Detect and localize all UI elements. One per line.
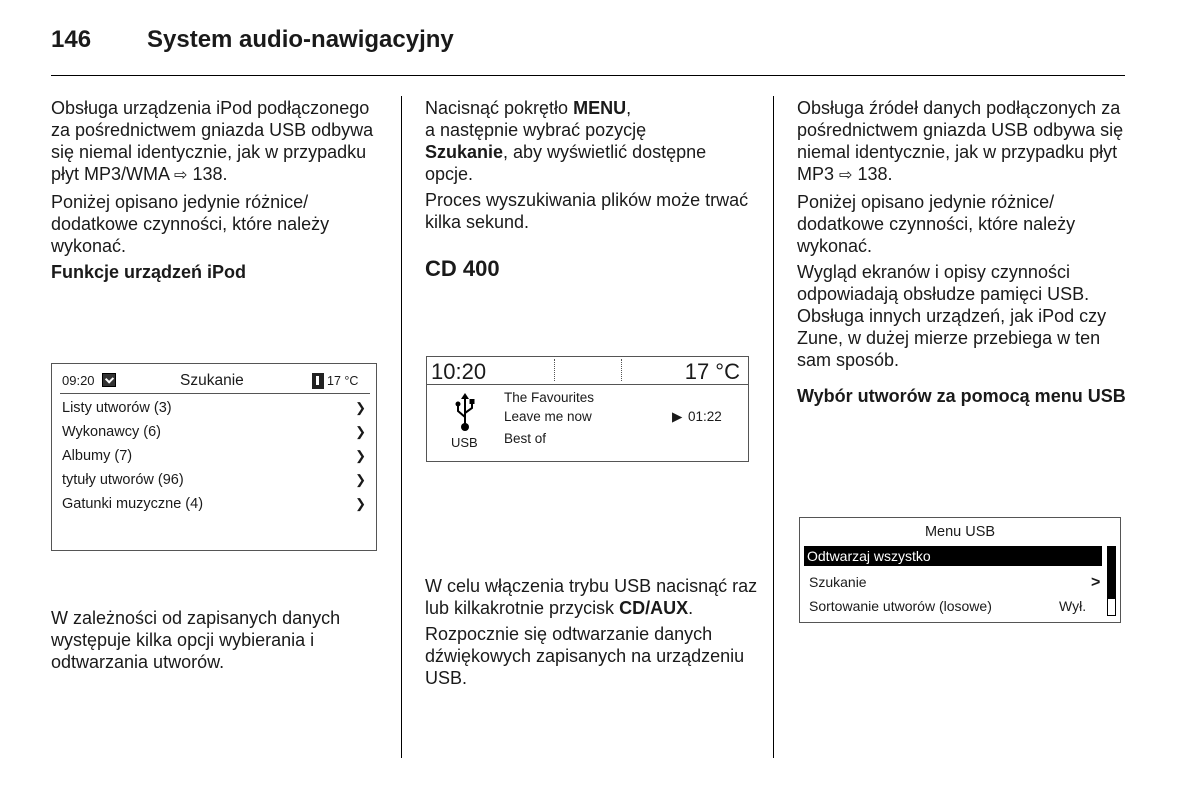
column-divider-2 — [773, 96, 774, 758]
list-item[interactable]: Gatunki muzyczne (4) ❯ — [62, 496, 366, 512]
screen-temperature: 17 °C — [327, 374, 359, 388]
menu-item-search[interactable]: Szukanie — [809, 574, 867, 590]
column-divider-1 — [401, 96, 402, 758]
column-2 — [425, 97, 755, 237]
chevron-right-icon: ❯ — [355, 448, 366, 463]
section-heading-cd400: CD 400 — [425, 256, 500, 281]
col1-paragraph-1: Obsługa urządzenia iPod podłączonego za pośrednictwem gniazda USB odbywa się niemal identycznie, jak w przypadku płyt MP3/WMA ⇨ 138. — [51, 97, 381, 187]
menu-item-value: Wył. — [1059, 598, 1087, 614]
elapsed-time: 01:22 — [688, 409, 722, 424]
screen-title: Menu USB — [924, 524, 996, 540]
page-ref-arrow-icon: ⇨ — [839, 167, 853, 184]
screen-clock: 10:20 — [431, 359, 487, 384]
list-item[interactable]: Albumy (7) ❯ — [62, 448, 366, 464]
col3-subheading: Wybór utworów za pomocą menu USB — [797, 386, 1126, 406]
col3-paragraph-3: Wygląd ekranów i opisy czynności odpowiadają obsłudze pamięci USB. Obsługa innych urządzeń, jak iPod czy Zune, w dużej mierze przebiega w ten sam sposób. — [797, 262, 1107, 370]
column-1-bottom — [51, 607, 381, 677]
screen-clock: 09:20 — [62, 373, 95, 388]
usb-menu-screen — [799, 517, 1121, 623]
list-item[interactable]: Listy utworów (3) ❯ — [62, 400, 366, 416]
thermometer-icon — [312, 373, 324, 389]
page-number: 146 — [51, 26, 92, 53]
cd400-usb-screen — [426, 356, 749, 462]
usb-icon — [454, 393, 476, 433]
chevron-right-icon: ❯ — [355, 472, 366, 487]
track-info-line: Leave me now — [504, 409, 592, 424]
column-1 — [51, 97, 381, 283]
chevron-right-icon: > — [1091, 574, 1101, 591]
track-info-line: Best of — [504, 431, 547, 446]
ipod-screen-status-bar — [60, 370, 370, 394]
col1-paragraph-3: W zależności od zapisanych danych występuje kilka opcji wybierania i odtwarzania utworów. — [51, 608, 341, 672]
ipod-search-screen — [51, 363, 377, 551]
column-2-bottom — [425, 575, 760, 693]
scrollbar[interactable] — [1107, 546, 1116, 616]
list-item[interactable]: tytuły utworów (96) ❯ — [62, 472, 366, 488]
menu-item-selected[interactable]: Odtwarzaj wszystko — [804, 546, 1102, 566]
column-3 — [797, 97, 1127, 407]
clock-check-icon — [102, 373, 116, 387]
screen-temperature: 17 °C — [684, 359, 740, 384]
chevron-right-icon: ❯ — [355, 400, 366, 415]
col3-paragraph-1: Obsługa źródeł danych podłączonych za pośrednictwem gniazda USB odbywa się niemal identycznie, jak w przypadku płyt MP3 ⇨ 138. — [797, 97, 1127, 187]
screen-divider — [427, 384, 748, 385]
col2-paragraph-4: Rozpocznie się odtwarzanie danych dźwiękowych zapisanych na urządzeniu USB. — [425, 624, 745, 688]
col2-paragraph-2: Proces wyszukiwania plików może trwać kilka sekund. — [425, 190, 749, 232]
list-item[interactable]: Wykonawcy (6) ❯ — [62, 424, 366, 440]
screen-title: Szukanie — [180, 372, 244, 389]
chevron-right-icon: ❯ — [355, 496, 366, 511]
col2-paragraph-3: W celu włączenia trybu USB nacisnąć raz lub kilkakrotnie przycisk CD/AUX. — [425, 576, 758, 618]
chevron-right-icon: ❯ — [355, 424, 366, 439]
scrollbar-thumb[interactable] — [1108, 547, 1115, 599]
track-info-line: The Favourites — [504, 390, 595, 405]
header-rule — [51, 75, 1125, 76]
col1-paragraph-2: Poniżej opisano jedynie różnice/ dodatkowe czynności, które należy wykonać. — [51, 192, 330, 256]
page-ref-arrow-icon: ⇨ — [174, 167, 188, 184]
page-title: System audio-nawigacyjny — [147, 26, 454, 53]
status-separator — [621, 359, 622, 381]
play-icon: ▶ — [672, 409, 683, 424]
status-separator — [554, 359, 555, 381]
col3-paragraph-2: Poniżej opisano jedynie różnice/ dodatkowe czynności, które należy wykonać. — [797, 192, 1076, 256]
col1-subheading: Funkcje urządzeń iPod — [51, 262, 247, 282]
menu-item-sort[interactable]: Sortowanie utworów (losowe) — [809, 598, 992, 614]
col2-paragraph-1: Nacisnąć pokrętło MENU, a następnie wybrać pozycję Szukanie, aby wyświetlić dostępne opcje. — [425, 98, 707, 184]
source-label: USB — [451, 435, 478, 450]
